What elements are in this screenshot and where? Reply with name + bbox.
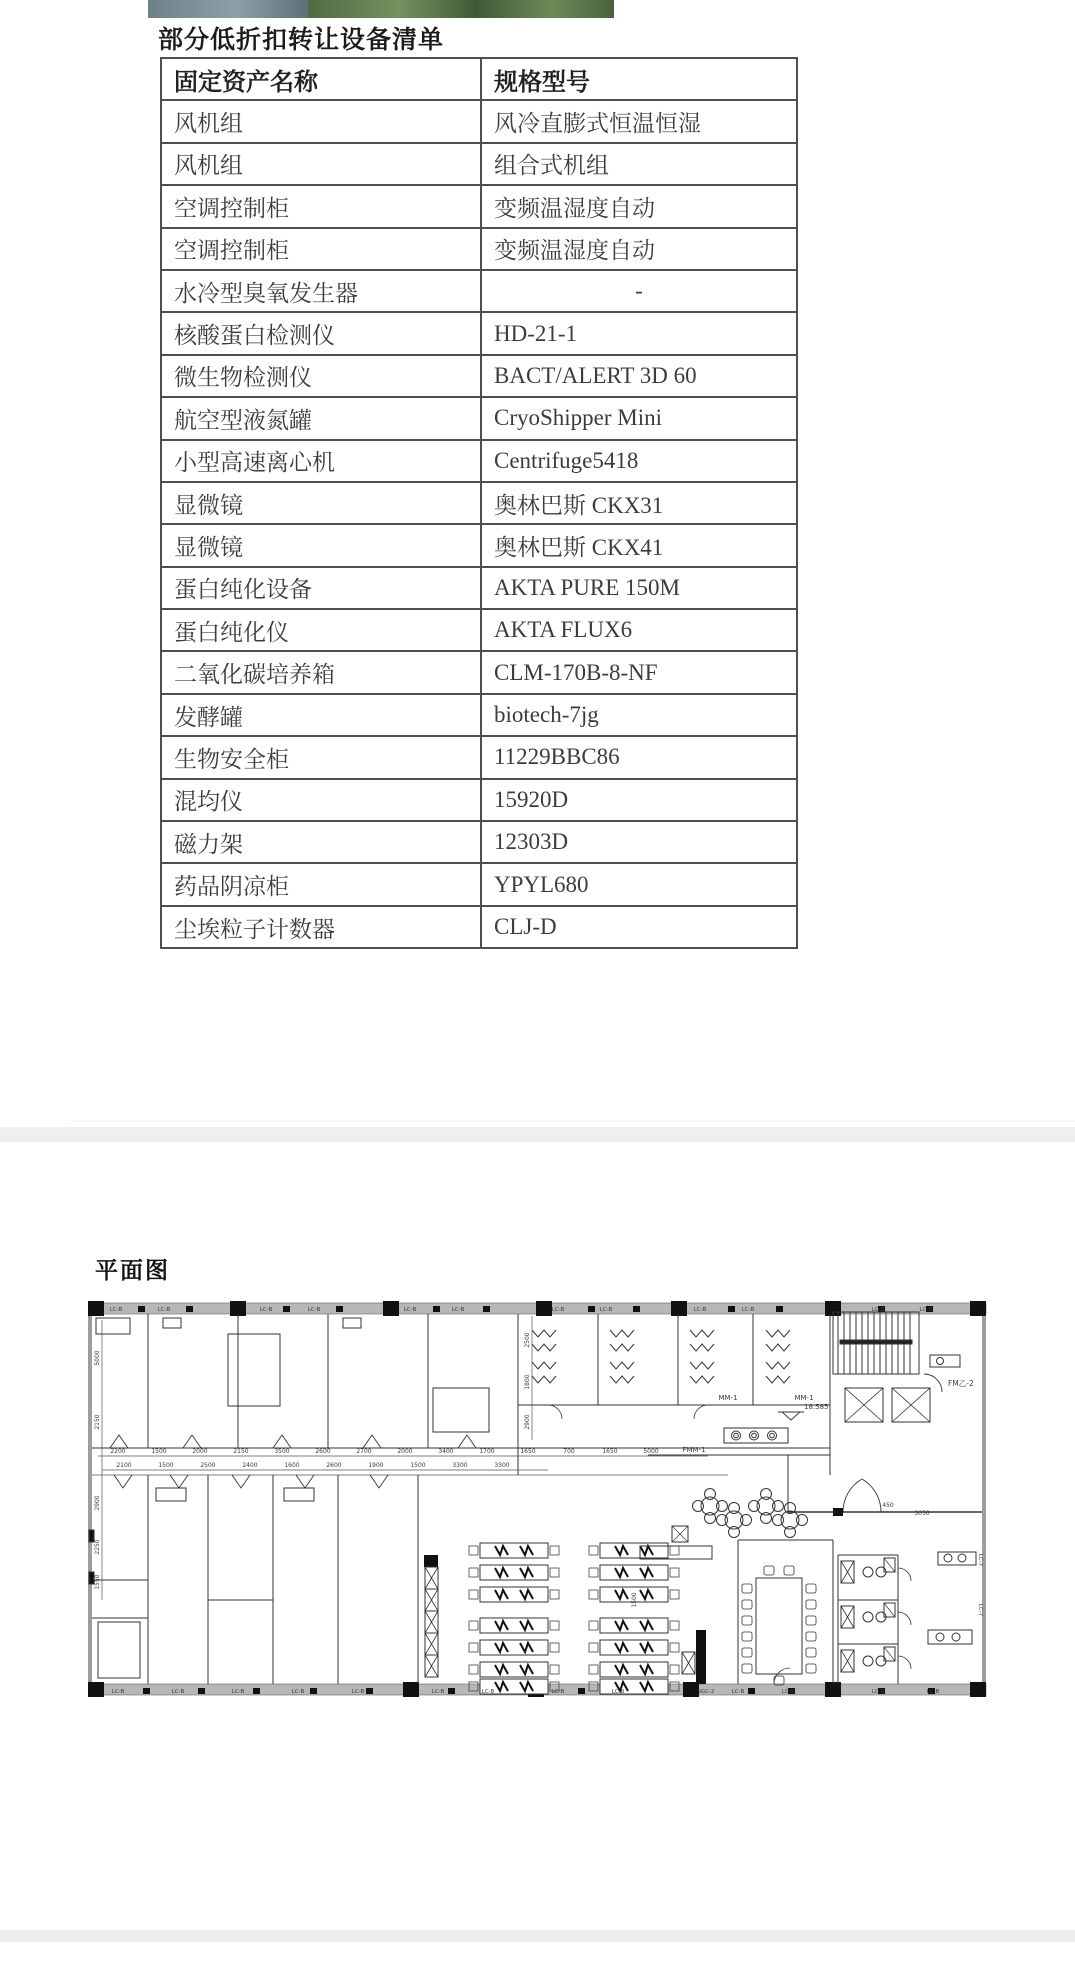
model-cell: 变频温湿度自动: [481, 185, 797, 227]
model-cell: 变频温湿度自动: [481, 228, 797, 270]
stair-door-label: FM乙-2: [948, 1379, 974, 1388]
asset-name-cell: 显微镜: [161, 482, 481, 524]
locker-zone: [518, 1314, 830, 1419]
dimension-value: 2900: [524, 1414, 531, 1430]
lab-bench: [589, 1640, 679, 1655]
asset-name-cell: 尘埃粒子计数器: [161, 906, 481, 948]
wall-segment-label: LC-B: [351, 1689, 365, 1695]
asset-name-cell: 蛋白纯化仪: [161, 609, 481, 651]
stairwell: [830, 1312, 942, 1475]
right-lab-rooms: [838, 1355, 976, 1684]
lab-bench: [469, 1662, 559, 1677]
table-row: [161, 694, 797, 736]
side-wall-label: LC-7: [977, 1553, 983, 1567]
wall-segment-label: LC-B: [481, 1689, 495, 1695]
table-row: [161, 651, 797, 693]
model-cell: 奥林巴斯 CKX31: [481, 482, 797, 524]
wall-segment-label: LC-B: [731, 1689, 745, 1695]
table-row: [161, 821, 797, 863]
equipment-list-title: 部分低折扣转让设备清单: [158, 26, 445, 54]
model-cell: 风冷直膨式恒温恒湿: [481, 100, 797, 142]
asset-name-cell: 空调控制柜: [161, 185, 481, 227]
wall-segment-label: LC-B: [291, 1689, 305, 1695]
lab-bench: [469, 1565, 559, 1580]
table-row: [161, 185, 797, 227]
lab-bench: [589, 1618, 679, 1633]
dimension-value: 3500: [274, 1448, 290, 1455]
photo-fragment-left: [148, 0, 308, 18]
structural-columns: [88, 1301, 986, 1697]
asset-name-cell: 磁力架: [161, 821, 481, 863]
dimension-value: 2900: [94, 1495, 101, 1511]
model-cell: 11229BBC86: [481, 736, 797, 778]
dimension-value: 3400: [438, 1448, 454, 1455]
table-row: [161, 524, 797, 566]
table-row: [161, 355, 797, 397]
dimension-value: 2150: [233, 1448, 249, 1455]
model-cell: AKTA PURE 150M: [481, 567, 797, 609]
asset-name-cell: 蛋白纯化设备: [161, 567, 481, 609]
column-block: [336, 1306, 343, 1312]
model-cell: -: [481, 270, 797, 312]
dimension-value: 3300: [452, 1462, 468, 1469]
dimension-value: 2700: [356, 1448, 372, 1455]
photo-fragment-plants: [308, 0, 614, 18]
table-row: [161, 482, 797, 524]
column-block: [433, 1306, 440, 1312]
dimension-value: 2100: [116, 1462, 132, 1469]
column-block: [230, 1301, 246, 1316]
dimension-value: 2150: [94, 1414, 101, 1430]
dimension-value: 2600: [326, 1462, 342, 1469]
wall-segment-label: LC-B: [231, 1689, 245, 1695]
column-label: SGC-2: [697, 1689, 715, 1695]
column-block: [728, 1306, 735, 1312]
model-cell: CryoShipper Mini: [481, 397, 797, 439]
table-row: [161, 270, 797, 312]
right-wall: [982, 1303, 986, 1695]
asset-name-cell: 风机组: [161, 143, 481, 185]
dimension-value: 1700: [479, 1448, 495, 1455]
model-cell: biotech-7jg: [481, 694, 797, 736]
wall-segment-label: LC-B: [171, 1689, 185, 1695]
column-block: [825, 1682, 841, 1697]
dimension-value: 1500: [631, 1592, 638, 1608]
dimension-value: 1600: [284, 1462, 300, 1469]
dimension-value: 2200: [110, 1448, 126, 1455]
dimension-value: 3300: [494, 1462, 510, 1469]
table-row: [161, 863, 797, 905]
wall-segment-label: LC-B: [926, 1689, 940, 1695]
level-mark: [778, 1412, 804, 1420]
asset-name-cell: 混均仪: [161, 779, 481, 821]
dimension-value: 5000: [94, 1350, 101, 1366]
left-wall: [88, 1303, 92, 1695]
lab-bench: [469, 1587, 559, 1602]
lab-bench: [469, 1640, 559, 1655]
level-mark-label: 18.585: [804, 1403, 829, 1411]
dimension-value: 1500: [158, 1462, 174, 1469]
lab-bench: [589, 1679, 679, 1694]
column-block: [448, 1688, 455, 1694]
lab-bench: [589, 1543, 679, 1558]
asset-name-cell: 生物安全柜: [161, 736, 481, 778]
asset-name-cell: 发酵罐: [161, 694, 481, 736]
column-block: [578, 1688, 585, 1694]
equipment-table: [160, 57, 798, 949]
column-block: [186, 1306, 193, 1312]
room-label: MM-1: [794, 1394, 814, 1402]
model-cell: 奥林巴斯 CKX41: [481, 524, 797, 566]
wall-segment-label: LC-B: [741, 1307, 755, 1313]
column-block: [633, 1306, 640, 1312]
side-wall-label: LC-7: [977, 1603, 983, 1617]
table-row: [161, 779, 797, 821]
column-block: [970, 1682, 986, 1697]
wall-segment-label: LC-B: [871, 1307, 885, 1313]
table-row: [161, 312, 797, 354]
room-label: FMM-1: [682, 1446, 706, 1454]
room-label: MM-1: [718, 1394, 738, 1402]
wall-segment-label: LC-B: [403, 1307, 417, 1313]
column-block: [776, 1306, 783, 1312]
elevator-right: [892, 1388, 930, 1422]
model-cell: AKTA FLUX6: [481, 609, 797, 651]
wall-segment-label: LC-B: [919, 1307, 933, 1313]
table-row: [161, 906, 797, 948]
dimension-value: 1550: [94, 1574, 101, 1590]
wall-segment-label: LC-B: [307, 1307, 321, 1313]
dimension-value: 5000: [643, 1448, 659, 1455]
asset-name-cell: 二氧化碳培养箱: [161, 651, 481, 693]
dimension-value: 1500: [151, 1448, 167, 1455]
wall-segment-label: LC-B: [431, 1689, 445, 1695]
floor-plan-svg: [88, 1300, 988, 1700]
column-block: [403, 1682, 419, 1697]
table-row: [161, 228, 797, 270]
column-block: [748, 1688, 755, 1694]
column-block: [671, 1301, 687, 1316]
asset-name-cell: 微生物检测仪: [161, 355, 481, 397]
asset-name-cell: 空调控制柜: [161, 228, 481, 270]
dimension-value: 450: [882, 1502, 894, 1509]
asset-name-cell: 核酸蛋白检测仪: [161, 312, 481, 354]
wall-segment-label: LC-B: [781, 1689, 795, 1695]
dimension-value: 1650: [520, 1448, 536, 1455]
bottom-divider: [0, 1930, 1075, 1942]
lab-bench: [469, 1543, 559, 1558]
floorplan-title: 平面图: [95, 1257, 170, 1283]
column-block: [88, 1682, 104, 1697]
equipment-table-body: [161, 100, 797, 948]
photo-strip: [148, 0, 616, 18]
lab-bench: [589, 1662, 679, 1677]
asset-name-cell: 航空型液氮罐: [161, 397, 481, 439]
section-hairline: [70, 1120, 1075, 1122]
model-cell: 15920D: [481, 779, 797, 821]
dimension-value: 1650: [602, 1448, 618, 1455]
dimension-value: 1900: [368, 1462, 384, 1469]
wall-segment-label: LC-B: [693, 1307, 707, 1313]
table-row: [161, 736, 797, 778]
column-block: [198, 1688, 205, 1694]
lab-bench: [589, 1565, 679, 1580]
dimension-value: 1500: [410, 1462, 426, 1469]
model-cell: Centrifuge5418: [481, 440, 797, 482]
dimension-value: 3050: [914, 1510, 930, 1517]
floor-plan: [88, 1300, 988, 1700]
asset-name-cell: 药品阴凉柜: [161, 863, 481, 905]
dimension-value: 2000: [397, 1448, 413, 1455]
table-row: [161, 100, 797, 142]
header-cell-asset-name: 固定资产名称: [161, 58, 481, 100]
elevator-left: [845, 1388, 883, 1422]
wall-segment-label: LC-B: [451, 1307, 465, 1313]
column-block: [138, 1306, 145, 1312]
column-block: [483, 1306, 490, 1312]
model-cell: CLJ-D: [481, 906, 797, 948]
conference-room: [640, 1526, 833, 1685]
model-cell: 组合式机组: [481, 143, 797, 185]
wall-segment-label: LC-B: [551, 1689, 565, 1695]
dimension-value: 700: [563, 1448, 575, 1455]
asset-name-cell: 风机组: [161, 100, 481, 142]
model-cell: YPYL680: [481, 863, 797, 905]
header-cell-model: 规格型号: [481, 58, 797, 100]
wall-segment-label: LC-B: [111, 1689, 125, 1695]
dimension-value: 2500: [200, 1462, 216, 1469]
column-block: [143, 1688, 150, 1694]
wall-segment-label: LC-B: [871, 1689, 885, 1695]
column-block: [253, 1688, 260, 1694]
table-row: [161, 397, 797, 439]
dimension-value: 2600: [315, 1448, 331, 1455]
dimension-value: 2250: [94, 1539, 101, 1555]
table-row: [161, 440, 797, 482]
entry-wall: [788, 1479, 982, 1516]
column-block: [588, 1306, 595, 1312]
round-tables: [693, 1489, 808, 1538]
table-row: [161, 609, 797, 651]
model-cell: BACT/ALERT 3D 60: [481, 355, 797, 397]
wall-segment-label: LC-B: [259, 1307, 273, 1313]
wall-segment-label: LC-B: [157, 1307, 171, 1313]
lower-left-rooms: [89, 1475, 418, 1684]
table-header-row: [161, 58, 797, 100]
table-row: [161, 567, 797, 609]
section-divider: [0, 1127, 1075, 1142]
column-block: [283, 1306, 290, 1312]
washbasin-counter: [648, 1428, 830, 1512]
column-block: [366, 1688, 373, 1694]
wall-segment-label: LC-B: [599, 1307, 613, 1313]
model-cell: CLM-170B-8-NF: [481, 651, 797, 693]
dimension-value: 2500: [524, 1332, 531, 1348]
asset-name-cell: 显微镜: [161, 524, 481, 566]
column-block: [88, 1301, 104, 1316]
column-block: [383, 1301, 399, 1316]
column-block: [970, 1301, 986, 1316]
dimension-value: 2400: [242, 1462, 258, 1469]
dimension-value: 1800: [524, 1374, 531, 1390]
wall-segment-label: LC-B: [551, 1307, 565, 1313]
model-cell: HD-21-1: [481, 312, 797, 354]
column-block: [536, 1301, 552, 1316]
asset-name-cell: 小型高速离心机: [161, 440, 481, 482]
wall-segment-label: LC-B: [109, 1307, 123, 1313]
table-row: [161, 143, 797, 185]
workstations: [469, 1543, 679, 1694]
lab-bench: [469, 1618, 559, 1633]
wall-segment-label: LC-B: [611, 1689, 625, 1695]
model-cell: 12303D: [481, 821, 797, 863]
dimension-value: 2000: [192, 1448, 208, 1455]
column-block: [310, 1688, 317, 1694]
asset-name-cell: 水冷型臭氧发生器: [161, 270, 481, 312]
